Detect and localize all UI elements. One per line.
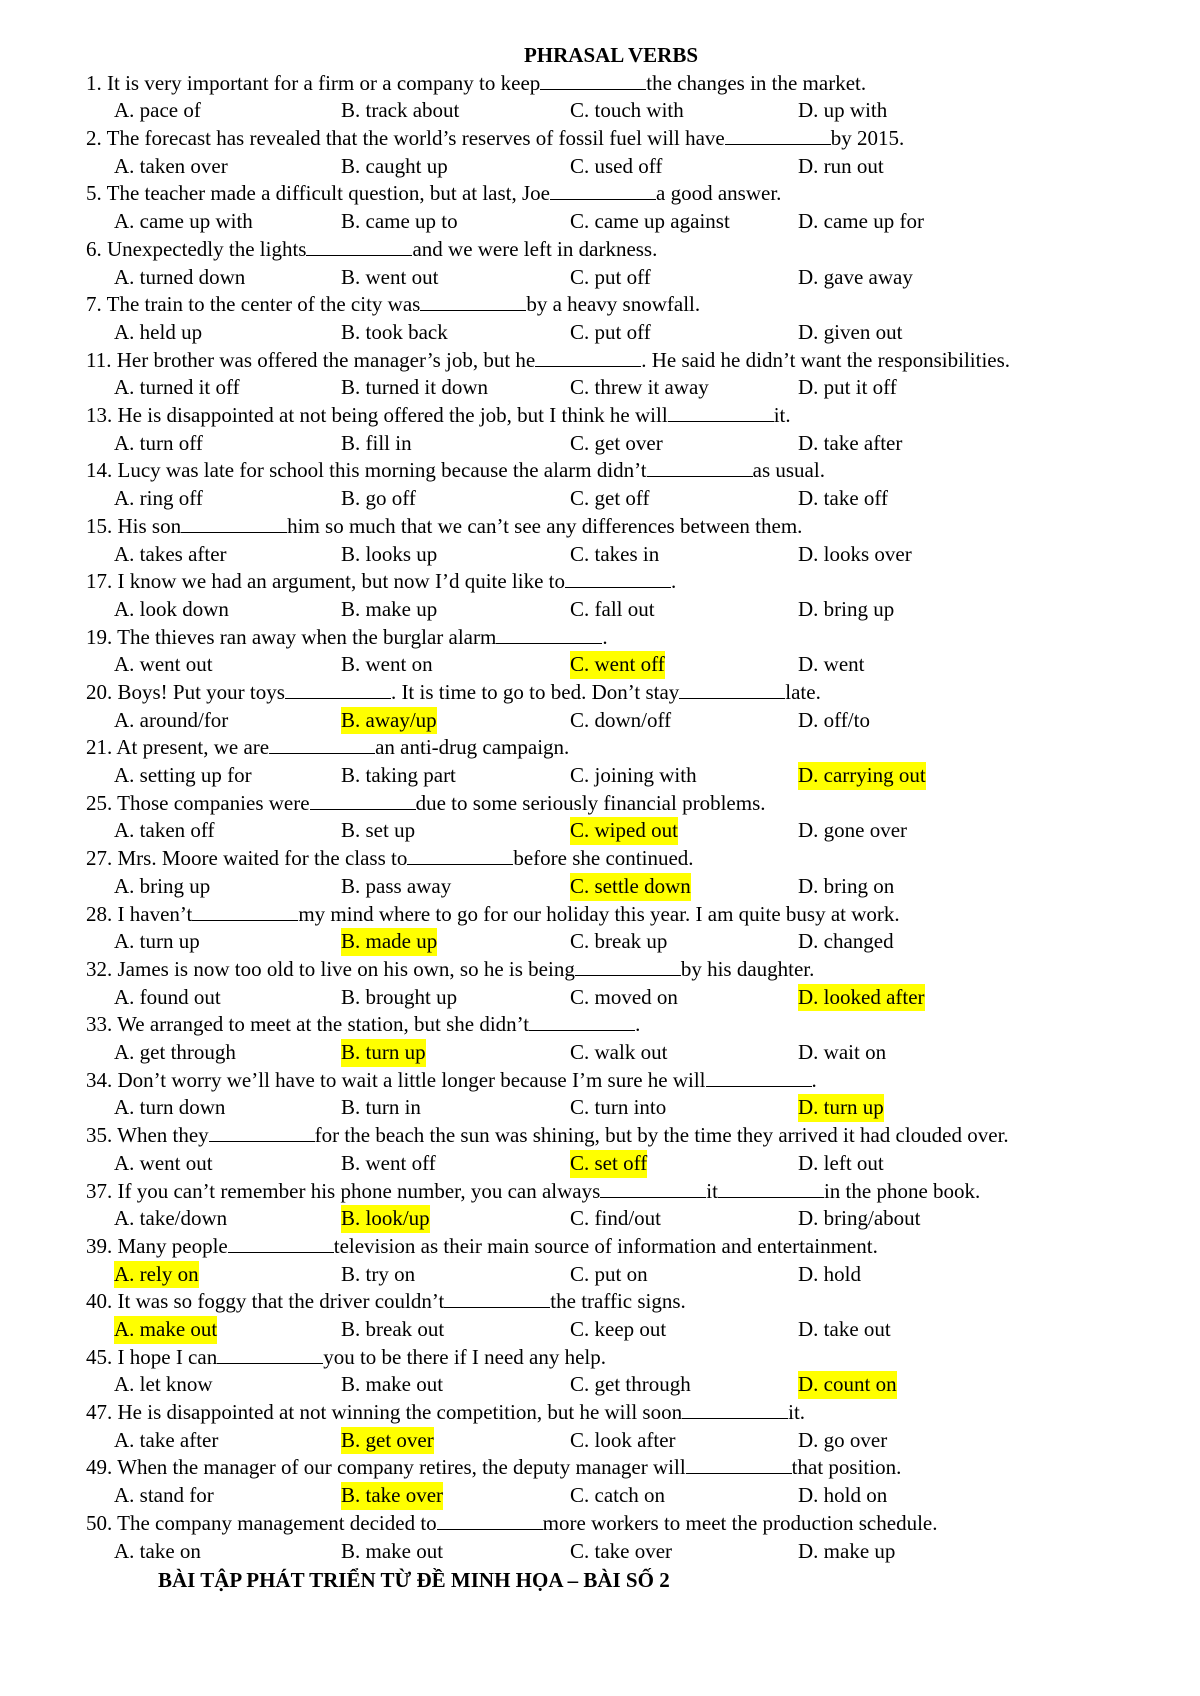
question-stem [86, 1344, 1136, 1372]
option-c: C. find/out [570, 1206, 662, 1231]
answer-blank [217, 1345, 323, 1364]
question-number: 28. [86, 901, 113, 926]
option-a: A. held up [114, 319, 203, 344]
question-text: When they [117, 1123, 209, 1148]
option-d-highlighted: D. looked after [798, 984, 925, 1012]
option-row [86, 1316, 1136, 1344]
question-text: by 2015. [830, 126, 905, 151]
option-row [86, 485, 1136, 513]
option-b-highlighted: B. get over [341, 1427, 434, 1455]
option-d: D. went [798, 652, 865, 677]
question-number: 40. [86, 1289, 113, 1314]
question-text: It is very important for a firm or a company to keep [107, 70, 541, 95]
question-stem [86, 679, 1136, 707]
question-text: The teacher made a difficult question, but at last, Joe [106, 181, 551, 206]
option-row [86, 817, 1136, 845]
option-c: C. put off [570, 319, 651, 344]
option-b: B. caught up [341, 153, 448, 178]
option-c-highlighted: C. went off [570, 651, 665, 679]
option-b-highlighted: B. take over [341, 1482, 443, 1510]
option-a: A. turn down [114, 1095, 226, 1120]
option-row [86, 651, 1136, 679]
option-row [86, 97, 1136, 125]
option-row [86, 1205, 1136, 1233]
option-b: B. brought up [341, 984, 458, 1009]
option-b: B. fill in [341, 430, 412, 455]
option-a: A. turned down [114, 264, 246, 289]
question-text: Mrs. Moore waited for the class to [117, 846, 408, 871]
option-d: D. take off [798, 486, 888, 511]
answer-blank [496, 625, 602, 644]
option-row [86, 208, 1136, 236]
option-b: B. took back [341, 319, 448, 344]
question-number: 17. [86, 569, 113, 594]
option-b: B. went out [341, 264, 439, 289]
option-a: A. bring up [114, 873, 211, 898]
option-b-highlighted: B. made up [341, 928, 437, 956]
option-c: C. keep out [570, 1317, 667, 1341]
option-d: D. changed [798, 929, 894, 954]
option-b: B. break out [341, 1317, 445, 1341]
option-b-highlighted: B. look/up [341, 1205, 430, 1233]
question-text: The train to the center of the city was [106, 292, 421, 317]
option-c-highlighted: C. settle down [570, 873, 691, 901]
option-b: B. came up to [341, 209, 458, 234]
option-c: C. turn into [570, 1095, 667, 1120]
option-a: A. around/for [114, 707, 229, 732]
option-c: C. put on [570, 1261, 648, 1286]
question-text: I haven’t [117, 901, 193, 926]
question-text: that position. [791, 1455, 902, 1480]
answer-blank [718, 1179, 824, 1198]
question-text: . [671, 569, 677, 594]
option-a: A. went out [114, 652, 213, 677]
answer-blank [420, 292, 526, 311]
question-number: 21. [86, 735, 113, 760]
question-text: . It is time to go to bed. Don’t stay [390, 680, 680, 704]
option-row [86, 762, 1136, 790]
option-d: D. make up [798, 1538, 896, 1563]
option-a: A. turn up [114, 929, 200, 954]
option-row [86, 430, 1136, 458]
answer-blank [540, 71, 646, 90]
option-row [86, 984, 1136, 1012]
option-row [86, 707, 1136, 735]
option-row [86, 153, 1136, 181]
question-text: television as their main source of information and entertainment. [333, 1233, 878, 1258]
option-row [86, 1261, 1136, 1289]
question-number: 34. [86, 1067, 113, 1092]
question-text: by his daughter. [680, 956, 815, 981]
question-stem [86, 624, 1136, 652]
question-number: 20. [86, 680, 113, 704]
question-number: 45. [86, 1344, 113, 1369]
option-c: C. take over [570, 1538, 673, 1563]
question-stem [86, 236, 1136, 264]
question-text: He is disappointed at not being offered the job, but I think he will [117, 403, 668, 428]
question-stem [86, 1178, 1136, 1206]
option-b: B. make out [341, 1538, 444, 1563]
option-c: C. put off [570, 264, 651, 289]
option-c: C. catch on [570, 1483, 666, 1508]
question-stem [86, 347, 1136, 375]
option-row [86, 319, 1136, 347]
option-d: D. take after [798, 430, 903, 455]
option-c: C. came up against [570, 209, 730, 234]
question-stem [86, 1454, 1136, 1482]
question-stem [86, 956, 1136, 984]
question-number: 7. [86, 292, 102, 317]
option-b: B. went on [341, 652, 433, 677]
option-c: C. fall out [570, 596, 655, 621]
question-text: it. [788, 1400, 806, 1425]
question-stem [86, 457, 1136, 485]
option-c: C. break up [570, 929, 668, 954]
question-stem [86, 180, 1136, 208]
answer-blank [209, 1123, 315, 1142]
question-text: At present, we are [116, 735, 270, 760]
option-c: C. walk out [570, 1040, 668, 1065]
footer-heading: BÀI TẬP PHÁT TRIỂN TỪ ĐỀ MINH HỌA – BÀI SỐ 2 [158, 1568, 670, 1593]
answer-blank [600, 1179, 706, 1198]
option-d: D. gone over [798, 818, 908, 843]
answer-blank [306, 237, 412, 256]
option-a: A. turned it off [114, 375, 240, 400]
option-c: C. threw it away [570, 375, 709, 400]
question-number: 49. [86, 1455, 113, 1480]
question-text: before she continued. [513, 846, 694, 871]
option-a: A. look down [114, 596, 229, 621]
question-stem [86, 734, 1136, 762]
option-b-highlighted: B. away/up [341, 707, 437, 735]
question-list [86, 70, 1136, 1566]
question-stem [86, 790, 1136, 818]
answer-blank [686, 1455, 792, 1474]
question-text: . [811, 1067, 817, 1092]
question-text: Many people [117, 1233, 228, 1258]
document-page [86, 42, 1136, 1595]
option-d-highlighted: D. turn up [798, 1094, 884, 1122]
question-stem [86, 845, 1136, 873]
option-b: B. make up [341, 596, 438, 621]
question-text: for the beach the sun was shining, but by the time they arrived it had clouded over. [314, 1123, 1009, 1148]
question-text: more workers to meet the production schedule. [542, 1510, 938, 1535]
question-text: The thieves ran away when the burglar alarm [117, 624, 497, 649]
option-b: B. went off [341, 1150, 436, 1175]
option-row [86, 374, 1136, 402]
option-a: A. take after [114, 1427, 219, 1452]
option-c: C. moved on [570, 984, 678, 1009]
question-number: 1. [86, 70, 102, 95]
question-text: it [706, 1178, 718, 1203]
question-number: 5. [86, 181, 102, 206]
option-d: D. off/to [798, 707, 870, 732]
question-text: the traffic signs. [550, 1289, 686, 1314]
question-stem [86, 1067, 1136, 1095]
question-text: When the manager of our company retires, the deputy manager will [117, 1455, 686, 1480]
option-row [86, 1427, 1136, 1455]
question-text: Unexpectedly the lights [107, 236, 307, 261]
option-a: A. setting up for [114, 763, 252, 788]
option-d: D. given out [798, 319, 903, 344]
question-stem [86, 1233, 1136, 1261]
question-text: Those companies were [117, 790, 310, 815]
question-stem [86, 125, 1136, 153]
question-number: 13. [86, 403, 113, 428]
question-stem [86, 1011, 1136, 1039]
question-number: 32. [86, 956, 113, 981]
option-a: A. get through [114, 1040, 236, 1065]
question-text: It was so foggy that the driver couldn’t [117, 1289, 445, 1314]
question-text: in the phone book. [823, 1178, 981, 1203]
question-text: James is now too old to live on his own, so he is being [117, 956, 575, 981]
question-number: 27. [86, 846, 113, 871]
option-a: A. takes after [114, 541, 227, 566]
question-text: and we were left in darkness. [412, 236, 658, 261]
answer-blank [228, 1234, 334, 1253]
option-a: A. found out [114, 984, 221, 1009]
answer-blank [682, 1400, 788, 1419]
option-row [86, 928, 1136, 956]
option-d: D. put it off [798, 375, 897, 400]
option-c: C. joining with [570, 763, 697, 788]
question-text: it. [773, 403, 791, 428]
option-d: D. bring/about [798, 1206, 921, 1231]
option-a: A. pace of [114, 98, 201, 123]
question-text: I know we had an argument, but now I’d quite like to [117, 569, 566, 594]
option-d-highlighted: D. carrying out [798, 762, 926, 790]
answer-blank [529, 1012, 635, 1031]
question-number: 37. [86, 1178, 113, 1203]
option-a: A. let know [114, 1372, 213, 1397]
option-c: C. down/off [570, 707, 672, 732]
question-text: The forecast has revealed that the world’s reserves of fossil fuel will have [106, 126, 725, 151]
question-text: Her brother was offered the manager’s job, but he [116, 347, 536, 372]
question-number: 47. [86, 1400, 113, 1425]
option-row [86, 1039, 1136, 1067]
option-a: A. taken over [114, 153, 228, 178]
option-c-highlighted: C. wiped out [570, 817, 678, 845]
question-stem [86, 70, 1136, 98]
option-row [86, 596, 1136, 624]
option-row [86, 1150, 1136, 1178]
question-text: We arranged to meet at the station, but she didn’t [117, 1012, 530, 1037]
question-text: If you can’t remember his phone number, you can always [117, 1178, 601, 1203]
question-number: 2. [86, 126, 102, 151]
answer-blank [706, 1068, 812, 1087]
question-text: His son [117, 513, 182, 538]
question-number: 11. [86, 347, 112, 372]
option-a-highlighted: A. rely on [114, 1261, 199, 1289]
option-c: C. look after [570, 1427, 676, 1452]
option-c: C. get through [570, 1372, 691, 1397]
option-b: B. go off [341, 486, 416, 511]
question-number: 50. [86, 1510, 113, 1535]
question-number: 39. [86, 1233, 113, 1258]
option-c: C. takes in [570, 541, 660, 566]
answer-blank [575, 957, 681, 976]
option-c: C. get over [570, 430, 663, 455]
option-d: D. go over [798, 1427, 888, 1452]
option-b: B. pass away [341, 873, 452, 898]
option-a: A. take/down [114, 1206, 228, 1231]
option-row [86, 264, 1136, 292]
option-c: C. get off [570, 486, 650, 511]
answer-blank [310, 791, 416, 810]
question-text: . He said he didn’t want the responsibilities. [641, 347, 1011, 372]
answer-blank [437, 1511, 543, 1530]
question-text: Lucy was late for school this morning because the alarm didn’t [117, 458, 647, 483]
option-a: A. turn off [114, 430, 203, 455]
option-b: B. turn in [341, 1095, 421, 1120]
question-stem [86, 568, 1136, 596]
option-b: B. try on [341, 1261, 416, 1286]
answer-blank [565, 569, 671, 588]
option-row [86, 541, 1136, 569]
option-row [86, 1094, 1136, 1122]
option-c: C. touch with [570, 98, 684, 123]
option-d: D. gave away [798, 264, 913, 289]
answer-blank [725, 126, 831, 145]
option-a: A. ring off [114, 486, 203, 511]
question-stem [86, 901, 1136, 929]
answer-blank [647, 458, 753, 477]
question-text: you to be there if I need any help. [323, 1344, 607, 1369]
option-b: B. track about [341, 98, 460, 123]
question-number: 19. [86, 624, 113, 649]
option-row [86, 1482, 1136, 1510]
question-number: 14. [86, 458, 113, 483]
option-row [86, 1371, 1136, 1399]
question-stem [86, 1122, 1136, 1150]
question-number: 15. [86, 513, 113, 538]
question-text: late. [785, 680, 821, 704]
question-text: a good answer. [656, 181, 782, 206]
question-text: the changes in the market. [646, 70, 867, 95]
option-d: D. came up for [798, 209, 924, 234]
question-text: an anti-drug campaign. [375, 735, 570, 760]
question-stem [86, 1288, 1136, 1316]
option-a: A. taken off [114, 818, 215, 843]
answer-blank [285, 680, 391, 699]
question-text: I hope I can [117, 1344, 218, 1369]
question-number: 33. [86, 1012, 113, 1037]
question-stem [86, 1399, 1136, 1427]
option-row [86, 1538, 1136, 1566]
option-d: D. take out [798, 1317, 891, 1341]
question-number: 35. [86, 1123, 113, 1148]
option-a: A. take on [114, 1538, 201, 1563]
option-d: D. hold [798, 1261, 861, 1286]
option-a: A. went out [114, 1150, 213, 1175]
answer-blank [192, 902, 298, 921]
answer-blank [535, 348, 641, 367]
question-text: as usual. [752, 458, 825, 483]
option-d: D. looks over [798, 541, 912, 566]
question-text: due to some seriously financial problems. [415, 790, 766, 815]
question-text: Don’t worry we’ll have to wait a little longer because I’m sure he will [117, 1067, 706, 1092]
answer-blank [269, 735, 375, 754]
option-c: C. used off [570, 153, 663, 178]
option-d: D. up with [798, 98, 888, 123]
answer-blank [679, 680, 785, 699]
option-a-highlighted: A. make out [114, 1316, 217, 1344]
answer-blank [181, 514, 287, 533]
option-a: A. came up with [114, 209, 253, 234]
option-c-highlighted: C. set off [570, 1150, 647, 1178]
option-b: B. looks up [341, 541, 438, 566]
option-b: B. set up [341, 818, 416, 843]
question-stem [86, 291, 1136, 319]
question-stem [86, 402, 1136, 430]
option-b: B. turned it down [341, 375, 488, 400]
option-d: D. hold on [798, 1483, 888, 1508]
option-d: D. left out [798, 1150, 884, 1175]
answer-blank [444, 1289, 550, 1308]
option-b-highlighted: B. turn up [341, 1039, 426, 1067]
question-text: him so much that we can’t see any differences between them. [287, 513, 803, 538]
question-text: by a heavy snowfall. [526, 292, 701, 317]
answer-blank [668, 403, 774, 422]
question-text: . [635, 1012, 641, 1037]
option-d: D. wait on [798, 1040, 887, 1065]
question-number: 25. [86, 790, 113, 815]
option-d: D. bring up [798, 596, 895, 621]
option-b: B. taking part [341, 763, 456, 788]
answer-blank [550, 181, 656, 200]
question-text: He is disappointed at not winning the competition, but he will soon [117, 1400, 683, 1425]
option-d-highlighted: D. count on [798, 1371, 897, 1399]
option-d: D. bring on [798, 873, 895, 898]
option-d: D. run out [798, 153, 884, 178]
question-stem [86, 1510, 1136, 1538]
page-title: PHRASAL VERBS [523, 43, 699, 67]
question-text: my mind where to go for our holiday this year. I am quite busy at work. [298, 901, 900, 926]
question-text: Boys! Put your toys [117, 680, 285, 704]
question-text: The company management decided to [117, 1510, 437, 1535]
option-row [86, 873, 1136, 901]
question-text: . [602, 624, 608, 649]
option-b: B. make out [341, 1372, 444, 1397]
option-a: A. stand for [114, 1483, 214, 1508]
question-number: 6. [86, 236, 102, 261]
answer-blank [407, 846, 513, 865]
question-stem [86, 513, 1136, 541]
